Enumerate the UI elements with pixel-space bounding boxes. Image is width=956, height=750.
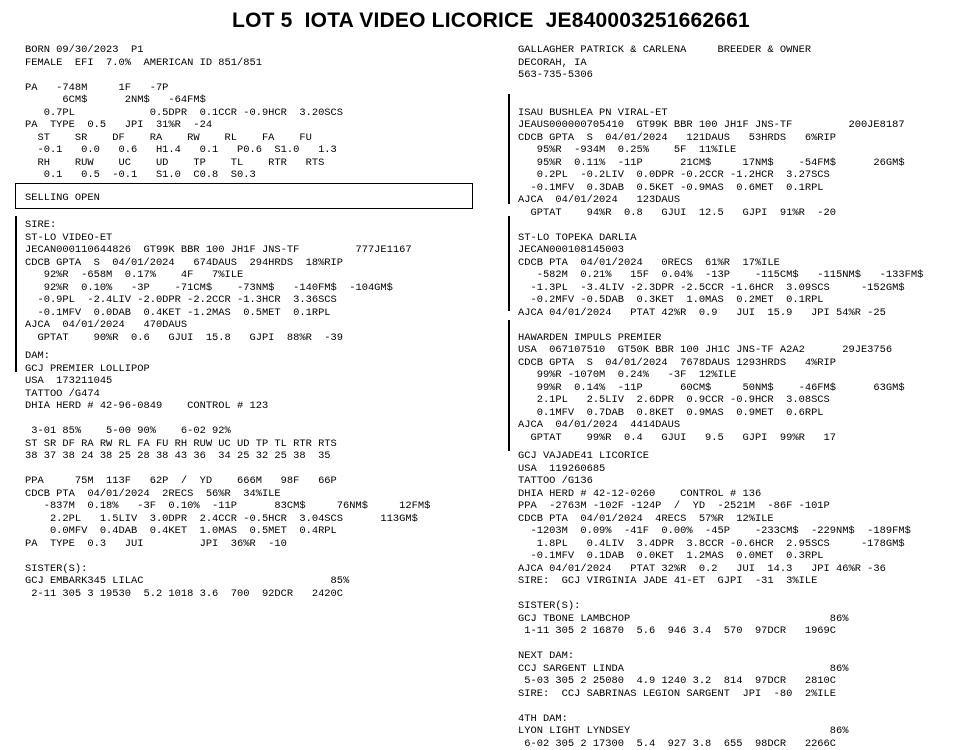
text-line: USA 119260685 [518,463,948,476]
bull1-section [518,107,948,220]
text-line: 1.8PL 0.4LIV 3.4DPR 3.8CCR -0.6HCR 2.95SCS -178GM$ [518,538,948,551]
text-line: GCJ EMBARK345 LILAC 85% [25,575,487,588]
text-line: -0.2MFV -0.5DAB 0.3KET 1.0MAS 0.2MET 0.1RPL [518,294,948,307]
text-line: JEAUS000000705410 GT99K BBR 100 JH1F JNS-TF 200JE8187 [518,119,948,132]
text-line: USA 067107510 GT50K BBR 100 JH1C JNS-TF A2A2 29JE3756 [518,344,948,357]
text-line: -0.1MFV 0.3DAB 0.5KET -0.9MAS 0.6MET 0.1RPL [518,182,948,195]
text-line: GPTAT 94%R 0.8 GJUI 12.5 GJPI 91%R -20 [518,207,948,220]
text-line: TATTOO /G474 [25,388,487,401]
text-line: ST-LO VIDEO-ET [25,232,487,245]
text-line: GALLAGHER PATRICK & CARLENA BREEDER & OWNER [518,44,948,57]
text-line: ST SR DF RA RW RL FA FU [25,132,487,145]
owner-section [518,44,948,82]
text-line: JECAN000108145003 [518,244,948,257]
text-line: 92%R 0.10% -3P -71CM$ -73NM$ -140FM$ -104GM$ [25,282,487,295]
text-line: -582M 0.21% 15F 0.04% -13P -115CM$ -115NM$ -133FM$ [518,269,948,282]
bull2-section-bar [508,216,510,311]
text-line: JECAN000110644826 GT99K BBR 100 JH1F JNS-TF 777JE1167 [25,244,487,257]
text-line: ST-LO TOPEKA DARLIA [518,232,948,245]
text-line: GPTAT 90%R 0.6 GJUI 15.8 GJPI 88%R -39 [25,332,487,345]
text-line: 4TH DAM: [518,713,948,726]
bull1-section-bar [508,94,510,204]
text-line: DAM: [25,350,487,363]
text-line: AJCA 04/01/2024 123DAUS [518,194,948,207]
text-line: -0.1MFV 0.1DAB 0.0KET 1.2MAS 0.0MET 0.3RPL [518,550,948,563]
text-line: -0.1MFV 0.0DAB 0.4KET -1.2MAS 0.5MET 0.1RPL [25,307,487,320]
text-line: -1203M 0.09% -41F 0.00% -45P -233CM$ -229NM$ -189FM$ [518,525,948,538]
text-line: SISTER(S): [518,600,948,613]
text-line: CDCB GPTA S 04/01/2024 121DAUS 53HRDS 6%RIP [518,132,948,145]
bull2-section [518,232,948,320]
dam-ppa-section [25,475,487,550]
text-line: 99%R -1070M 0.24% -3F 12%ILE [518,369,948,382]
text-line: CDCB GPTA S 04/01/2024 7678DAUS 1293HRDS 4%RIP [518,357,948,370]
text-line: BORN 09/30/2023 P1 [25,44,487,57]
text-line: SIRE: GCJ VIRGINIA JADE 41-ET GJPI -31 3%ILE [518,575,948,588]
text-line: LYON LIGHT LYNDSEY 86% [518,725,948,738]
text-line: 95%R 0.11% -11P 21CM$ 17NM$ -54FM$ 26GM$ [518,157,948,170]
text-line: CDCB PTA 04/01/2024 0RECS 61%R 17%ILE [518,257,948,270]
text-line: SIRE: CCJ SABRINAS LEGION SARGENT JPI -80 2%ILE [518,688,948,701]
next-dam-section [518,650,948,700]
text-line: 1-11 305 2 16870 5.6 946 3.4 570 97DCR 1969C [518,625,948,638]
text-line: 6CM$ 2NM$ -64FM$ [25,94,487,107]
text-line: 2-11 305 3 19530 5.2 1018 3.6 700 92DCR 2420C [25,588,487,601]
text-line: -0.9PL -2.4LIV -2.0DPR -2.2CCR -1.3HCR 3.36SCS [25,294,487,307]
dam-section [25,350,487,413]
bull3-section [518,332,948,445]
text-line: GCJ VAJADE41 LICORICE [518,450,948,463]
text-line: GCJ PREMIER LOLLIPOP [25,363,487,376]
text-line: 0.1 0.5 -0.1 S1.0 C0.8 S0.3 [25,169,487,182]
text-line: SIRE: [25,219,487,232]
text-line: PA TYPE 0.5 JPI 31%R -24 [25,119,487,132]
left-column [25,44,487,600]
text-line: CDCB GPTA S 04/01/2024 674DAUS 294HRDS 18%RIP [25,257,487,270]
text-line: 92%R -658M 0.17% 4F 7%ILE [25,269,487,282]
text-line: 563-735-5306 [518,69,948,82]
text-line: 5-03 305 2 25080 4.9 1240 3.2 814 97DCR 2810C [518,675,948,688]
text-line: RH RUW UC UD TP TL RTR RTS [25,157,487,170]
text-line: FEMALE EFI 7.0% AMERICAN ID 851/851 [25,57,487,70]
text-line: DECORAH, IA [518,57,948,70]
text-line: DHIA HERD # 42-12-0260 CONTROL # 136 [518,488,948,501]
text-line: 2.1PL 2.5LIV 2.6DPR 0.9CCR -0.9HCR 3.08SCS [518,394,948,407]
text-line: CDCB PTA 04/01/2024 4RECS 57%R 12%ILE [518,513,948,526]
parent-average-section [25,82,487,182]
text-line: PPA -2763M -102F -124P / YD -2521M -86F -101P [518,500,948,513]
text-line: PA TYPE 0.3 JUI JPI 36%R -10 [25,538,487,551]
text-line: PPA 75M 113F 62P / YD 666M 98F 66P [25,475,487,488]
text-line: AJCA 04/01/2024 PTAT 42%R 0.9 JUI 15.9 JPI 54%R -25 [518,307,948,320]
text-line: AJCA 04/01/2024 470DAUS [25,319,487,332]
text-line: 3-01 85% 5-00 90% 6-02 92% [25,425,487,438]
text-line: 0.0MFV 0.4DAB 0.4KET 1.0MAS 0.5MET 0.4RPL [25,525,487,538]
text-line: 38 37 38 24 38 25 28 38 43 36 34 25 32 25 38 35 [25,450,487,463]
fourth-dam-section [518,713,948,750]
page-title: LOT 5 IOTA VIDEO LICORICE JE840003251662661 [0,9,956,33]
text-line: ST SR DF RA RW RL FA FU RH RUW UC UD TP TL RTR RTS [25,438,487,451]
right-column [518,44,948,750]
text-line: SISTER(S): [25,563,487,576]
text-line: TATTOO /G136 [518,475,948,488]
text-line: -1.3PL -3.4LIV -2.3DPR -2.5CCR -1.6HCR 3.09SCS -152GM$ [518,282,948,295]
text-line: 0.1MFV 0.7DAB 0.8KET 0.9MAS 0.9MET 0.6RPL [518,407,948,420]
text-line: NEXT DAM: [518,650,948,663]
text-line: GCJ TBONE LAMBCHOP 86% [518,613,948,626]
text-line: 6-02 305 2 17300 5.4 927 3.8 655 98DCR 2266C [518,738,948,750]
sire-section-bar [15,216,17,372]
text-line: GPTAT 99%R 0.4 GJUI 9.5 GJPI 99%R 17 [518,432,948,445]
dam-records-section [25,425,487,463]
text-line: -837M 0.18% -3F 0.10% -11P 83CM$ 76NM$ 12FM$ [25,500,487,513]
bull3-section-bar [508,320,510,451]
text-line: 0.2PL -0.2LIV 0.0DPR -0.2CCR -1.2HCR 3.27SCS [518,169,948,182]
text-line: 95%R -934M 0.25% 5F 11%ILE [518,144,948,157]
cow-pedigree-section [518,450,948,588]
text-line: ISAU BUSHLEA PN VIRAL-ET [518,107,948,120]
text-line: CDCB PTA 04/01/2024 2RECS 56%R 34%ILE [25,488,487,501]
sire-section [25,219,487,344]
text-line: PA -748M 1F -7P [25,82,487,95]
text-line: -0.1 0.0 0.6 H1.4 0.1 P0.6 S1.0 1.3 [25,144,487,157]
text-line: AJCA 04/01/2024 4414DAUS [518,419,948,432]
text-line: 2.2PL 1.5LIV 3.0DPR 2.4CCR -0.5HCR 3.04SCS 113GM$ [25,513,487,526]
right-sisters-section [518,600,948,638]
animal-info-section [25,44,487,69]
text-line: AJCA 04/01/2024 PTAT 32%R 0.2 JUI 14.3 JPI 46%R -36 [518,563,948,576]
text-line: USA 173211045 [25,375,487,388]
text-line: 99%R 0.14% -11P 60CM$ 50NM$ -46FM$ 63GM$ [518,382,948,395]
text-line: CCJ SARGENT LINDA 86% [518,663,948,676]
selling-status-box: SELLING OPEN [15,183,473,209]
text-line: DHIA HERD # 42-96-0849 CONTROL # 123 [25,400,487,413]
text-line: HAWARDEN IMPULS PREMIER [518,332,948,345]
left-sisters-section [25,563,487,601]
text-line: 0.7PL 0.5DPR 0.1CCR -0.9HCR 3.20SCS [25,107,487,120]
